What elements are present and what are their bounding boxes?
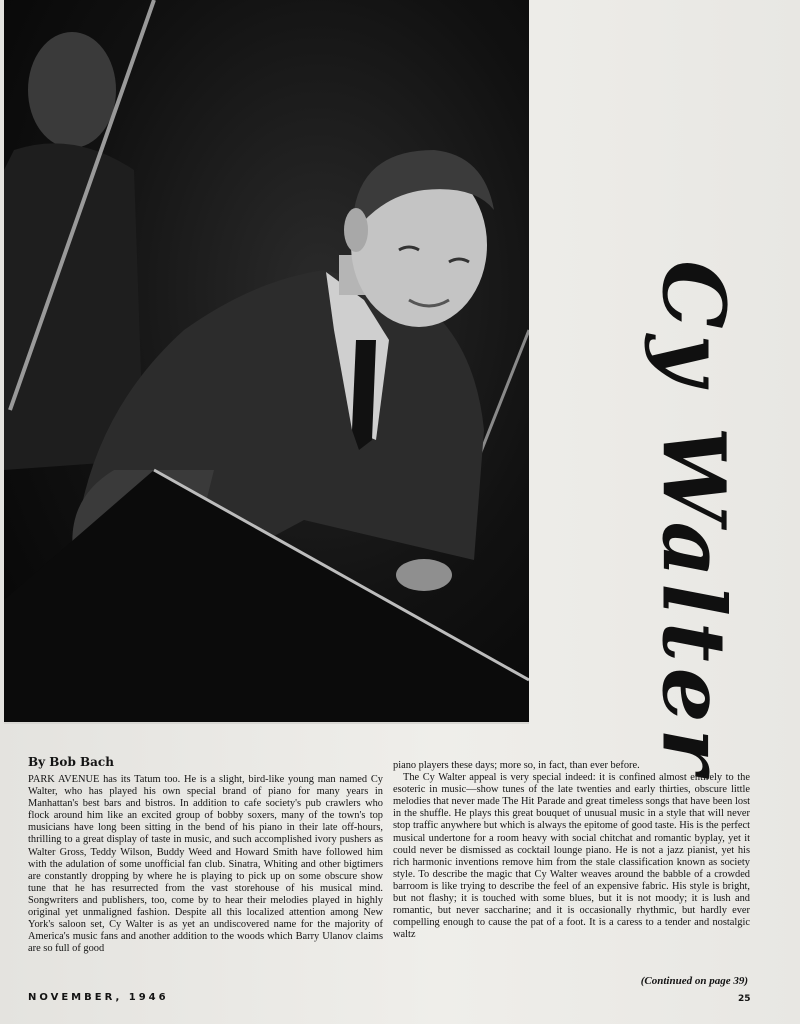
pianist-photo [4,0,529,722]
article-paragraph: The Cy Walter appeal is very special indeed: it is confined almost entirely to the esoteric in music—show tunes of the late twenties and early thirties, obscure little melodies that never made The Hit Parade and great timeless songs that have been lost in the shuffle. He plays this great bouquet of unusual music in a style that will never stop traffic anywhere but which is always the epitome of good taste. His is the perfect musical undertone for a room heavy with social chitchat and romantic byplay, yet it could never be dismissed as cocktail lounge piano. He is not a jazz pianist, yet his rich harmonic inventions remove him from the stale classification known as society style. To describe the magic that Cy Walter weaves around the babble of a crowded barroom is like trying to describe the feel of an expensive fabric. His style is bright, but not flashy; it is touched with some blues, but it is not moody; it is lush and romantic, but never saccharine; and it is occasionally rhythmic, but hardly ever compelling enough to cause the pat of a foot. It is a caress to a tender and nostalgic waltz [393,772,750,941]
page-number: 25 [738,994,751,1004]
article-paragraph-continuation: piano players these days; more so, in fact, than ever before. [393,760,640,771]
pianist-hand [396,559,452,591]
pianist-photo-illustration [4,0,529,722]
continued-note: (Continued on page 39) [640,975,748,987]
pianist-ear [344,208,368,252]
photo-divider [4,722,529,724]
article-title: Cy Walter [642,260,744,780]
article-paragraph: PARK AVENUE has its Tatum too. He is a slight, bird-like young man named Cy Walter, who has played his own special brand of piano for many years in Manhattan's best bars and bistros. In addition to cafe society's pub crawlers who flock around him like an excited group of bobby soxers, many of the town's top musicians have long been sitting in the bend of his piano in their late off-hours, thrilling to a great display of taste in music, and such accomplished ivory pushers as Walter Gross, Teddy Wilson, Buddy Weed and Howard Smith have followed him with the adulation of some unofficial fan club. Sinatra, Whiting and other bigtimers are constantly dropping by where he is playing to pick up on some obscure show tune that he has resurrected from the vast storehouse of his musical mind. Songwriters and publishers, too, come by to hear their melodies played in highly original yet unmaligned fashion. Despite all this localized attention among New York's saloon set, Cy Walter is as yet an undiscovered name for the majority of America's music fans and another addition to the woods which Barry Ulanov claims are so full of good [28,774,383,955]
article-column-1 [28,774,383,955]
issue-date: NOVEMBER, 1946 [28,992,169,1003]
title-block [618,260,768,780]
background-man-head [28,32,116,148]
article-column-2 [393,760,750,941]
byline: By Bob Bach [28,755,114,769]
